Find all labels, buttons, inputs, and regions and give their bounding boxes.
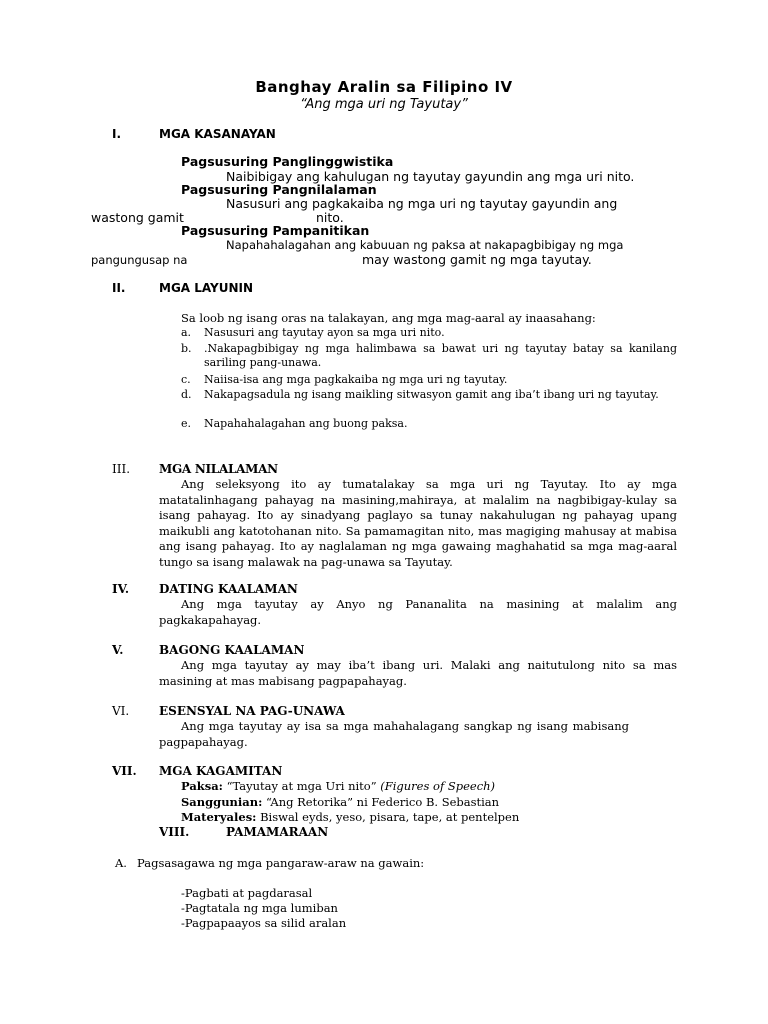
layunin-a-label: a.	[181, 326, 192, 339]
section-5-number: V.	[112, 643, 124, 657]
section-8-heading: PAMAMARAAN	[226, 825, 329, 839]
sub3-text-line2b: may wastong gamit ng mga tayutay.	[362, 252, 592, 267]
section-2-number: II.	[112, 281, 126, 295]
section-a-text: Pagsasagawa ng mga pangaraw-araw na gawain:	[137, 856, 425, 870]
esensyal-paragraph: Ang mga tayutay ay isa sa mga mahahalagang sangkap ng isang mabisang pagpapahayag.	[159, 719, 629, 749]
section-8-number: VIII.	[159, 825, 190, 839]
sanggunian-label: Sanggunian:	[181, 795, 263, 809]
layunin-c-text: Naiisa-isa ang mga pagkakaiba ng mga uri ng tayutay.	[204, 373, 508, 386]
section-4-heading: DATING KAALAMAN	[159, 582, 298, 596]
dating-kaalaman-paragraph: Ang mga tayutay ay Anyo ng Pananalita na masining at malalim ang pagkakapahayag.	[159, 597, 677, 627]
paksa-note: (Figures of Speech)	[376, 779, 496, 793]
sanggunian-value: “Ang Retorika” ni Federico B. Sebastian	[262, 795, 500, 809]
section-4-number: IV.	[112, 582, 130, 596]
gawain-item-1: -Pagbati at pagdarasal	[181, 886, 313, 900]
layunin-e-text: Napahahalagahan ang buong paksa.	[204, 417, 408, 430]
layunin-b-label: b.	[181, 342, 192, 355]
nilalaman-paragraph: Ang seleksyong ito ay tumatalakay sa mga uri ng Tayutay. Ito ay mga matatalinhagang pahayag na masining,mahiraya, at malalim na nagbibigay-kulay sa isang pahayag. Ito ay sinadyang paglayo sa tunay nakahulugan ng pahayag upang maikubli ang katotohanan nito. Sa pamamagitan nito, mas magiging mahusay at mabisa ang isang pahayag. Ito ay naglalaman ng mga gawaing maghahatid sa mga mag-aaral tungo sa isang malawak na pag-unawa sa Tayutay.	[159, 477, 677, 569]
paksa-label: Paksa:	[181, 779, 223, 793]
materyales-line	[181, 810, 519, 824]
layunin-b-text: .Nakapagbibigay ng mga halimbawa sa bawat uri ng tayutay batay sa kanilang sariling pang-unawa.	[204, 342, 677, 369]
section-7-number: VII.	[112, 764, 137, 778]
section-a-label: A.	[115, 856, 127, 870]
document-title: Banghay Aralin sa Filipino IV	[255, 78, 513, 96]
document-subtitle: “Ang mga uri ng Tayutay”	[300, 97, 468, 112]
gawain-item-2: -Pagtatala ng mga lumiban	[181, 901, 338, 915]
materyales-value: Biswal eyds, yeso, pisara, tape, at pentelpen	[256, 810, 520, 824]
section-3-number: III.	[112, 462, 131, 476]
sub2-text-line2b: nito.	[316, 210, 344, 225]
layunin-c-label: c.	[181, 373, 191, 386]
bagong-kaalaman-paragraph: Ang mga tayutay ay may iba’t ibang uri. Malaki ang naitutulong nito sa mas masining at mas mabisang pagpapahayag.	[159, 658, 677, 688]
section-1-heading: MGA KASANAYAN	[159, 127, 276, 141]
sanggunian-line	[181, 795, 499, 809]
sub3-text-line2a: pangungusap na	[91, 253, 188, 267]
layunin-d-label: d.	[181, 388, 192, 401]
sub1-text: Naibibigay ang kahulugan ng tayutay gayundin ang mga uri nito.	[226, 169, 635, 184]
gawain-item-3: -Pagpapaayos sa silid aralan	[181, 916, 347, 930]
layunin-a-text: Nasusuri ang tayutay ayon sa mga uri nito.	[204, 326, 445, 339]
sub2-title: Pagsusuring Pangnilalaman	[181, 182, 377, 197]
sub1-title: Pagsusuring Panglinggwistika	[181, 154, 394, 169]
sub3-title: Pagsusuring Pampanitikan	[181, 223, 370, 238]
layunin-intro: Sa loob ng isang oras na talakayan, ang mga mag-aaral ay inaasahang:	[181, 311, 596, 325]
section-6-number: VI.	[112, 704, 130, 718]
sub3-text-line1: Napahahalagahan ang kabuuan ng paksa at nakapagbibigay ng mga	[226, 238, 624, 252]
section-6-heading: ESENSYAL NA PAG-UNAWA	[159, 704, 345, 718]
layunin-e-label: e.	[181, 417, 192, 430]
section-2-heading: MGA LAYUNIN	[159, 281, 254, 295]
paksa-line	[181, 779, 495, 793]
materyales-label: Materyales:	[181, 810, 257, 824]
section-5-heading: BAGONG KAALAMAN	[159, 643, 305, 657]
layunin-d-text: Nakapagsadula ng isang maikling sitwasyon gamit ang iba’t ibang uri ng tayutay.	[204, 388, 659, 401]
sub2-text-line2a: wastong gamit	[91, 210, 184, 225]
sub2-text-line1: Nasusuri ang pagkakaiba ng mga uri ng tayutay gayundin ang	[226, 196, 618, 211]
paksa-value: “Tayutay at mga Uri nito”	[222, 779, 377, 793]
section-3-heading: MGA NILALAMAN	[159, 462, 278, 476]
section-1-number: I.	[112, 127, 122, 141]
section-7-heading: MGA KAGAMITAN	[159, 764, 283, 778]
